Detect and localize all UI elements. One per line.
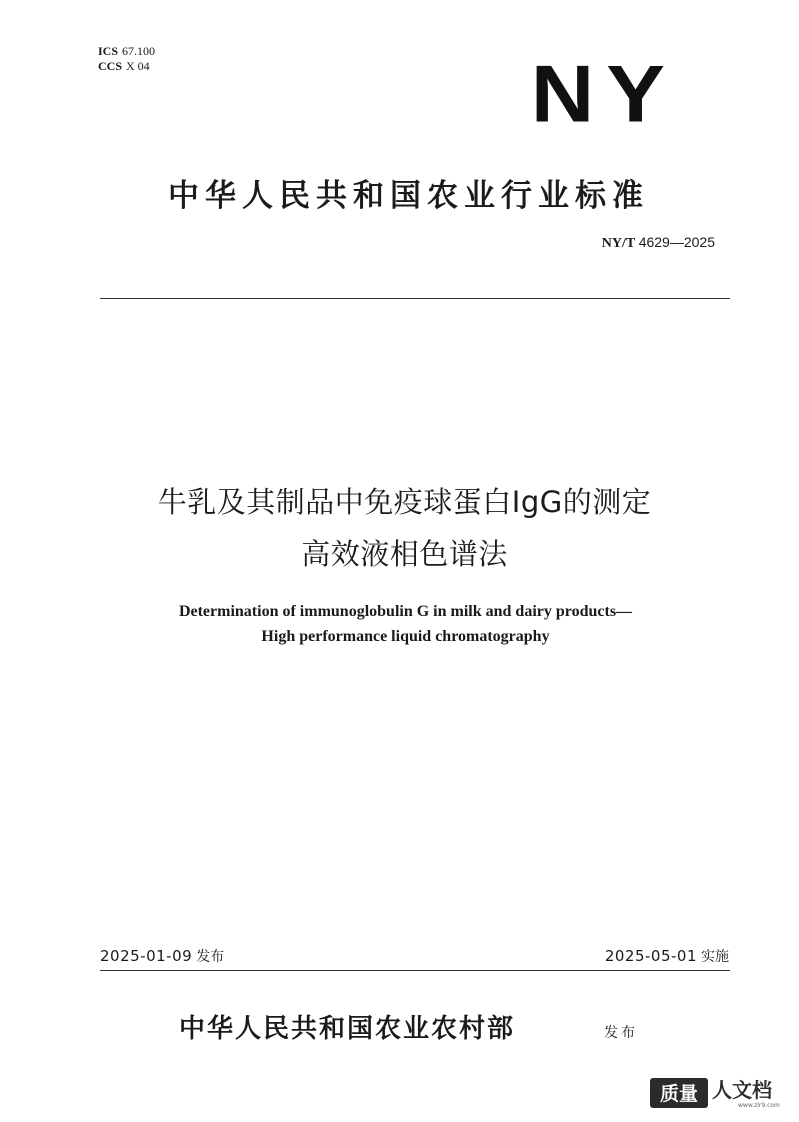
ccs-value: X 04 bbox=[126, 59, 150, 73]
document-title-cn-line1: 牛乳及其制品中免疫球蛋白IgG的测定 bbox=[157, 485, 652, 519]
implement-date: 2025-05-01 bbox=[604, 947, 697, 965]
implement-word: 实施 bbox=[701, 949, 729, 965]
watermark-text-left: 质量 bbox=[659, 1083, 699, 1105]
top-divider bbox=[100, 298, 730, 299]
watermark-logo-graphic bbox=[650, 1076, 790, 1110]
implement-date-block bbox=[605, 946, 729, 966]
document-title-en-line1: Determination of immunoglobulin G in milk and dairy products— bbox=[178, 603, 633, 620]
watermark-url: www.zlr9.com bbox=[738, 1102, 780, 1109]
publish-date-block bbox=[100, 946, 224, 966]
publish-date: 2025-01-09 bbox=[100, 947, 193, 965]
standard-number-prefix: NY/T bbox=[601, 236, 636, 251]
watermark-text-right: 人文档 bbox=[712, 1078, 772, 1102]
standard-category-title: 中华人民共和国农业行业标准 bbox=[168, 178, 649, 214]
issuing-suffix: 发布 bbox=[604, 1025, 638, 1041]
document-title-en-line2: High performance liquid chromatography bbox=[261, 628, 550, 645]
standard-number bbox=[602, 234, 715, 252]
document-title-cn-line2: 高效液相色谱法 bbox=[301, 537, 508, 571]
ics-code bbox=[98, 44, 155, 59]
publish-word: 发布 bbox=[196, 949, 225, 965]
bottom-divider bbox=[100, 970, 730, 971]
ccs-label: CCS bbox=[98, 59, 123, 73]
standard-number-value: 4629—2025 bbox=[638, 234, 715, 250]
ics-label: ICS bbox=[98, 44, 119, 58]
ny-logo: NY bbox=[530, 48, 677, 140]
issuing-authority: 中华人民共和国农业农村部 bbox=[179, 1014, 516, 1044]
ics-value: 67.100 bbox=[122, 44, 156, 58]
classification-codes bbox=[98, 44, 155, 74]
watermark-logo bbox=[650, 1076, 790, 1110]
ccs-code bbox=[98, 59, 155, 74]
